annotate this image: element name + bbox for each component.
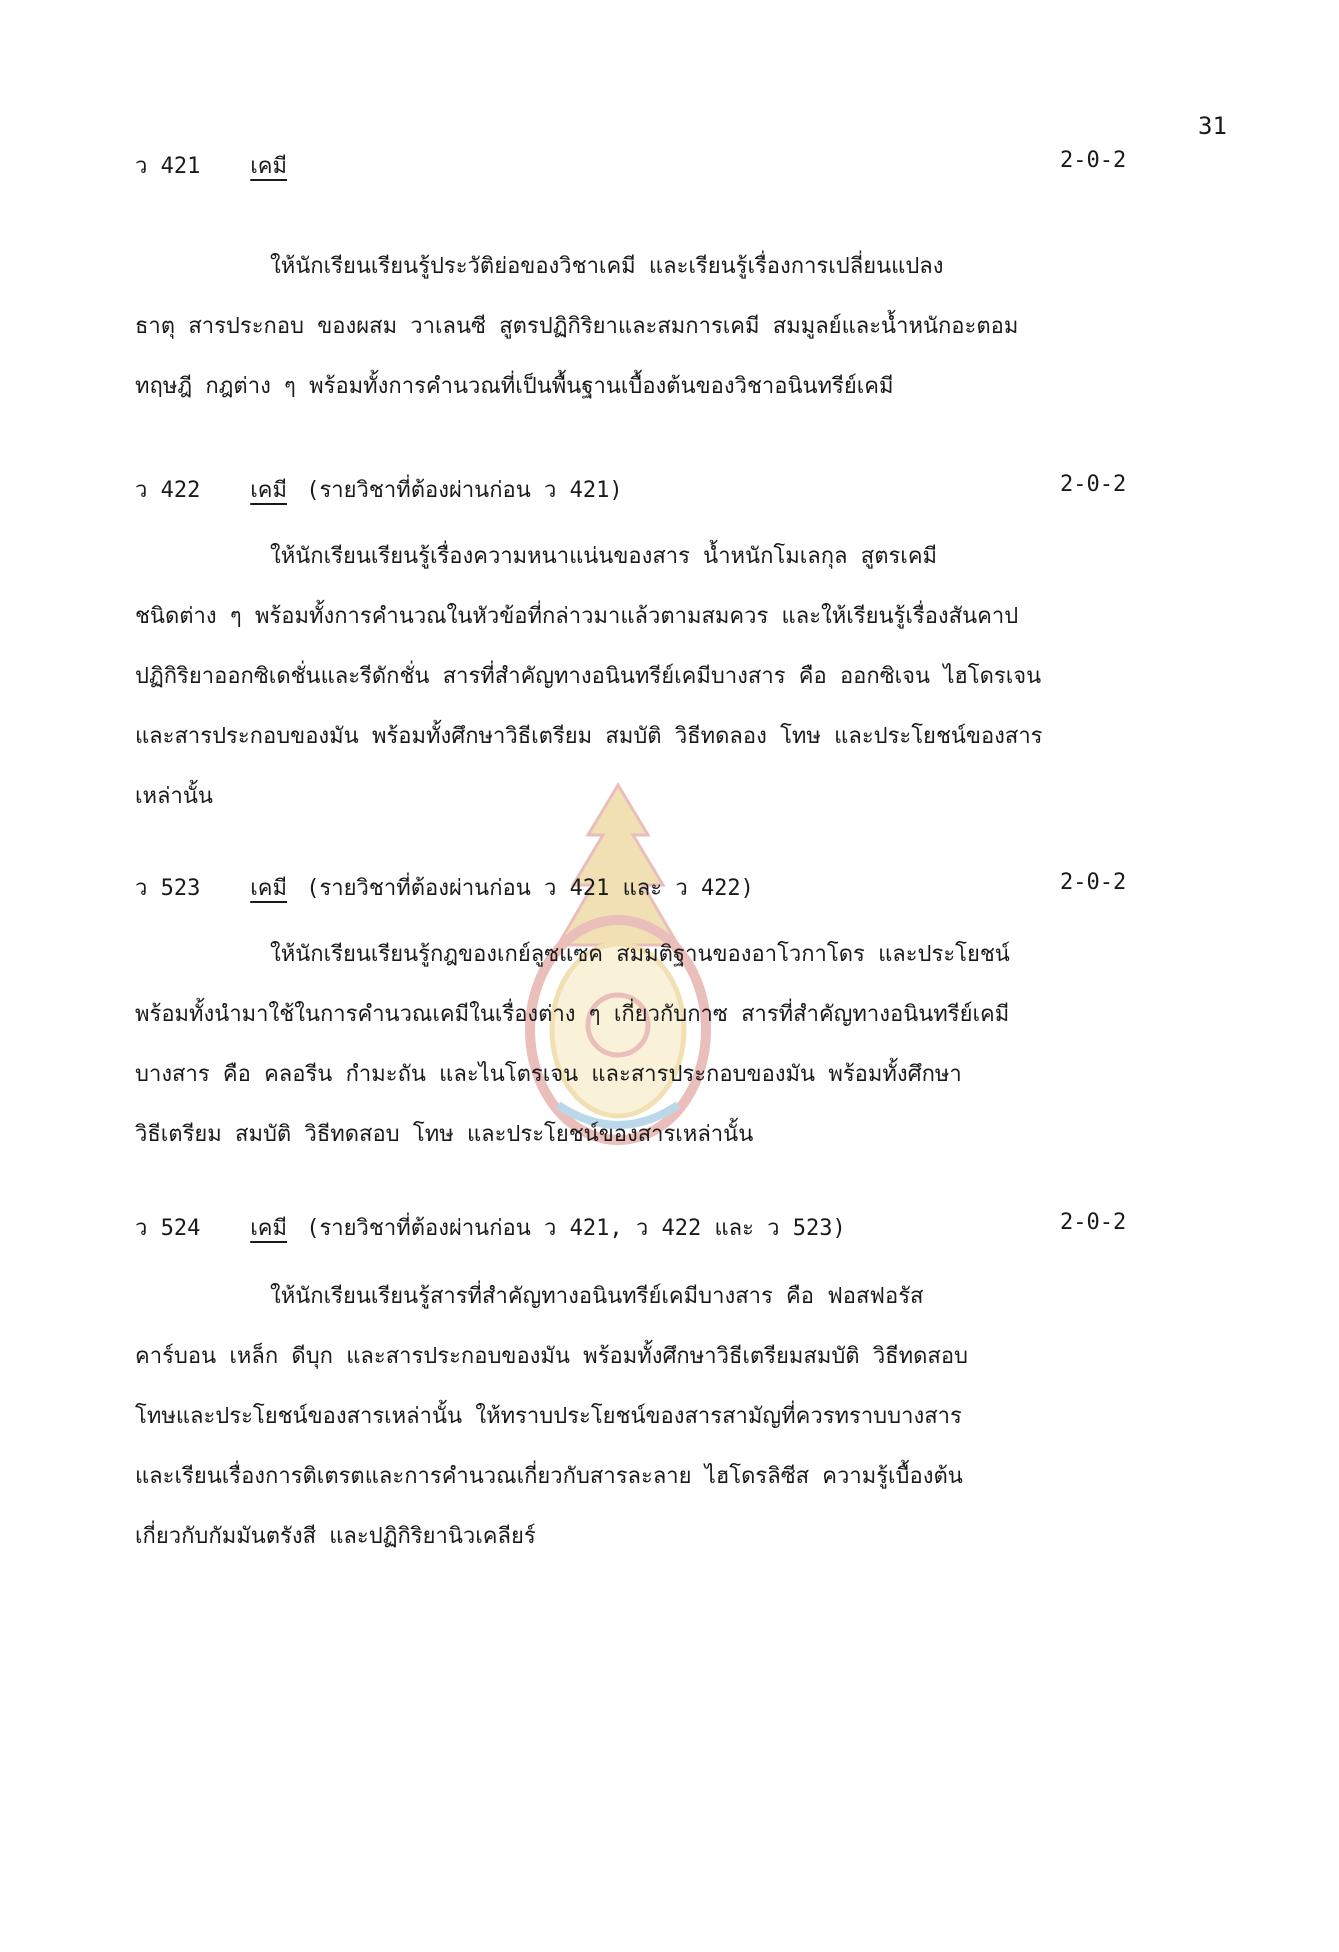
description-line: โทษและประโยชน์ของสารเหล่านั้น ให้ทราบประโยชน์ของสารสามัญที่ควรทราบบางสาร [135,1404,962,1429]
course-code: ว 524 [135,1216,201,1241]
course-description [135,925,1215,1165]
course-header [135,870,1135,905]
course-prerequisite: (รายวิชาที่ต้องผ่านก่อน ว 421 และ ว 422) [306,876,754,901]
course-credits: 2-0-2 [1060,870,1127,895]
course-prerequisite: (รายวิชาที่ต้องผ่านก่อน ว 421) [306,478,623,503]
course-code: ว 421 [135,154,201,179]
course-header [135,1210,1135,1245]
course-description [135,527,1215,827]
course-description [135,237,1215,417]
course-credits: 2-0-2 [1060,472,1127,497]
course-credits: 2-0-2 [1060,148,1127,173]
course-name: เคมี [250,478,287,503]
description-line: ให้นักเรียนเรียนรู้เรื่องความหนาแน่นของสาร น้ำหนักโมเลกุล สูตรเคมี [270,544,938,569]
description-line: ให้นักเรียนเรียนรู้ประวัติย่อของวิชาเคมี และเรียนรู้เรื่องการเปลี่ยนแปลง [270,254,944,279]
course-name: เคมี [250,154,287,179]
description-line: ปฏิกิริยาออกซิเดชั่นและรีดักชั่น สารที่สำคัญทางอนินทรีย์เคมีบางสาร คือ ออกซิเจน ไฮโดรเจน [135,664,1042,689]
page-number: 31 [1198,112,1227,140]
course-code: ว 523 [135,876,201,901]
description-line: บางสาร คือ คลอรีน กำมะถัน และไนโตรเจน และสารประกอบของมัน พร้อมทั้งศึกษา [135,1062,962,1087]
course-header [135,148,1135,183]
course-header [135,472,1135,507]
course-prerequisite: (รายวิชาที่ต้องผ่านก่อน ว 421, ว 422 และ ว 523) [306,1216,846,1241]
description-line: ให้นักเรียนเรียนรู้สารที่สำคัญทางอนินทรีย์เคมีบางสาร คือ ฟอสฟอรัส [270,1284,924,1309]
course-code: ว 422 [135,478,201,503]
description-line: วิธีเตรียม สมบัติ วิธีทดสอบ โทษ และประโยชน์ของสารเหล่านั้น [135,1122,754,1147]
course-credits: 2-0-2 [1060,1210,1127,1235]
description-line: ธาตุ สารประกอบ ของผสม วาเลนซี สูตรปฏิกิริยาและสมการเคมี สมมูลย์และน้ำหนักอะตอม [135,314,1019,339]
description-line: พร้อมทั้งนำมาใช้ในการคำนวณเคมีในเรื่องต่าง ๆ เกี่ยวกับกาซ สารที่สำคัญทางอนินทรีย์เคมี [135,1002,1010,1027]
course-description [135,1267,1215,1567]
description-line: เหล่านั้น [135,784,213,809]
course-name: เคมี [250,876,287,901]
description-line: เกี่ยวกับกัมมันตรังสี และปฏิกิริยานิวเคลียร์ [135,1524,536,1549]
description-line: ชนิดต่าง ๆ พร้อมทั้งการคำนวณในหัวข้อที่กล่าวมาแล้วตามสมควร และให้เรียนรู้เรื่องสันคาป [135,604,1019,629]
description-line: ให้นักเรียนเรียนรู้กฎของเกย์ลูซแซค สมมติฐานของอาโวกาโดร และประโยชน์ [270,942,1010,967]
description-line: และสารประกอบของมัน พร้อมทั้งศึกษาวิธีเตรียม สมบัติ วิธีทดลอง โทษ และประโยชน์ของสาร [135,724,1043,749]
course-name: เคมี [250,1216,287,1241]
description-line: คาร์บอน เหล็ก ดีบุก และสารประกอบของมัน พร้อมทั้งศึกษาวิธีเตรียมสมบัติ วิธีทดสอบ [135,1344,969,1369]
description-line: และเรียนเรื่องการติเตรตและการคำนวณเกี่ยวกับสารละลาย ไฮโดรลิซีส ความรู้เบื้องต้น [135,1464,963,1489]
description-line: ทฤษฎี กฎต่าง ๆ พร้อมทั้งการคำนวณที่เป็นพื้นฐานเบื้องต้นของวิชาอนินทรีย์เคมี [135,374,894,399]
